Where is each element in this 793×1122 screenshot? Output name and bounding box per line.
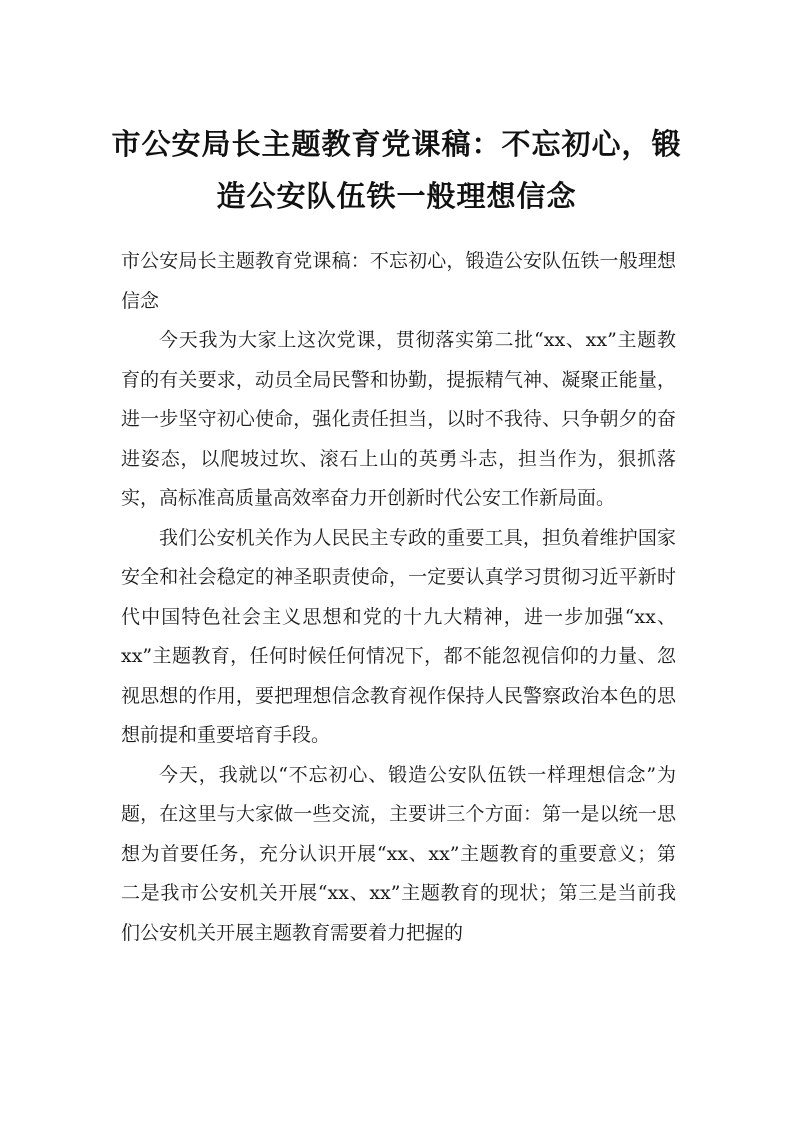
body-paragraph-1: 今天我为大家上这次党课，贯彻落实第二批“xx、xx”主题教育的有关要求，动员全局民警和协勤，提振精气神、凝聚正能量，进一步坚守初心使命，强化责任担当，以时不我待、只争朝夕的奋进姿态，以爬坡过坎、滚石上山的英勇斗志，担当作为，狠抓落实，高标准高质量高效率奋力开创新时代公安工作新局面。 bbox=[121, 329, 676, 509]
document-title-line-2: 造公安队伍铁一般理想信念 bbox=[216, 179, 577, 213]
document-title-line-1: 市公安局长主题教育党课稿：不忘初心，锻 bbox=[111, 127, 682, 161]
document-title bbox=[100, 118, 693, 222]
subtitle-paragraph: 市公安局长主题教育党课稿：不忘初心，锻造公安队伍铁一般理想信念 bbox=[121, 250, 676, 312]
document-body bbox=[121, 242, 676, 953]
body-paragraph-2: 我们公安机关作为人民民主专政的重要工具，担负着维护国家安全和社会稳定的神圣职责使命，一定要认真学习贯彻习近平新时代中国特色社会主义思想和党的十九大精神，进一步加强“xx、xx”主题教育，任何时候任何情况下，都不能忽视信仰的力量、忽视思想的作用，要把理想信念教育视作保持人民警察政治本色的思想前提和重要培育手段。 bbox=[121, 526, 676, 746]
body-paragraph-3: 今天，我就以“不忘初心、锻造公安队伍铁一样理想信念”为题，在这里与大家做一些交流，主要讲三个方面：第一是以统一思想为首要任务，充分认识开展“xx、xx”主题教育的重要意义；第二是我市公安机关开展“xx、xx”主题教育的现状；第三是当前我们公安机关开展主题教育需要着力把握的 bbox=[121, 763, 676, 944]
